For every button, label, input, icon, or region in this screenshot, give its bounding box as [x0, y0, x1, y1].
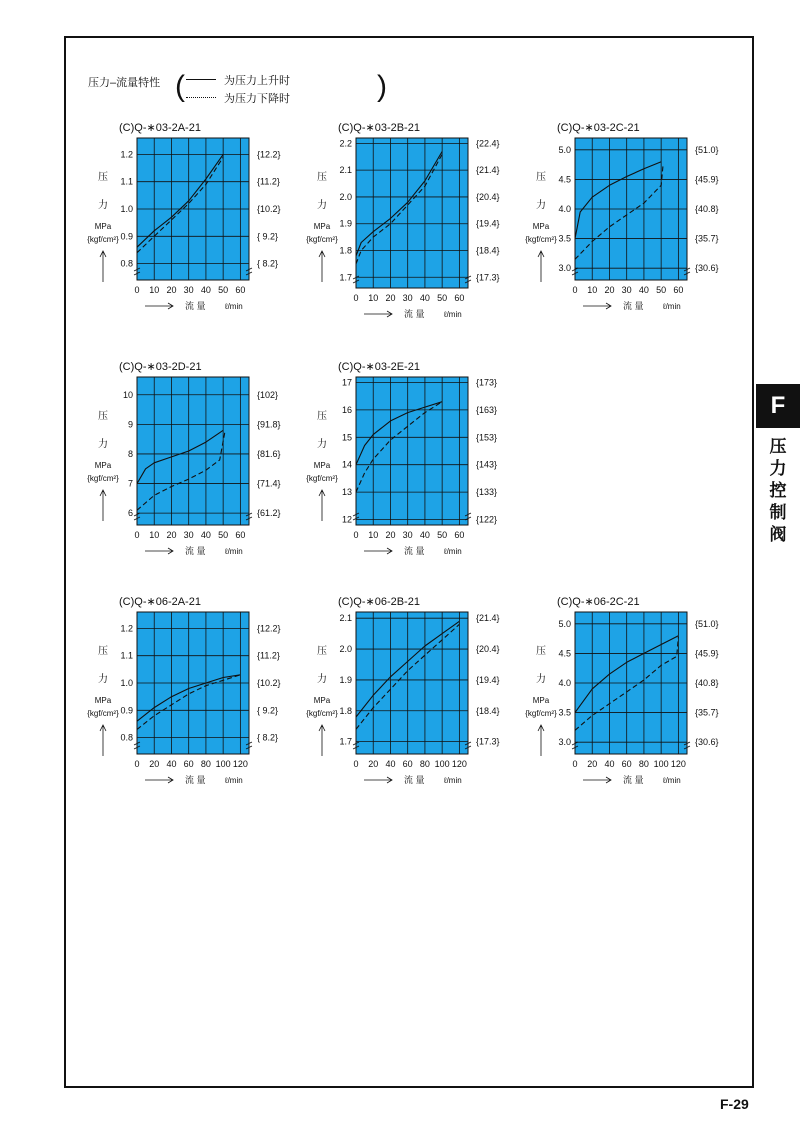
y-tick-label: 4.5 — [558, 174, 571, 185]
y-tick-label-right: {17.3} — [476, 736, 500, 747]
y-tick-label-right: {18.4} — [476, 245, 500, 256]
up-arrow-icon — [538, 725, 544, 756]
y-tick-label-right: {30.6} — [695, 263, 719, 274]
y-tick-label: 16 — [341, 404, 352, 415]
y-tick-label: 3.0 — [558, 737, 571, 748]
y-label-unit: MPa — [313, 461, 331, 470]
x-tick-label: 80 — [200, 759, 211, 769]
x-tick-label: 80 — [638, 759, 649, 769]
right-arrow-icon — [145, 777, 173, 783]
y-label-char: 力 — [317, 674, 327, 685]
chart-title: (C)Q-∗03-2D-21 — [119, 361, 202, 373]
chart-title: (C)Q-∗03-2C-21 — [557, 122, 640, 134]
y-label-unit-kgf: {kgf/cm²} — [306, 235, 338, 244]
x-tick-label: 10 — [149, 285, 160, 295]
y-tick-label: 10 — [122, 389, 133, 400]
x-label: 流 量 — [404, 546, 425, 556]
y-tick-label: 3.5 — [558, 233, 571, 244]
y-label-char: 压 — [98, 411, 108, 422]
x-label: 流 量 — [404, 775, 425, 785]
y-tick-label-right: {122} — [476, 514, 498, 525]
x-tick-label: 100 — [653, 759, 669, 769]
y-tick-label: 15 — [341, 432, 352, 443]
x-tick-label: 10 — [149, 530, 160, 540]
x-tick-label: 20 — [368, 759, 379, 769]
x-label: 流 量 — [623, 775, 644, 785]
x-tick-label: 30 — [621, 285, 632, 295]
y-tick-label-right: {21.4} — [476, 613, 500, 624]
x-tick-label: 100 — [434, 759, 450, 769]
x-label: 流 量 — [404, 309, 425, 319]
y-label-unit: MPa — [532, 696, 550, 705]
y-tick-label-right: {35.7} — [695, 707, 719, 718]
y-tick-label: 17 — [341, 377, 352, 388]
y-tick-label: 0.8 — [120, 732, 133, 743]
y-tick-label: 14 — [341, 459, 352, 470]
x-unit: ℓ/min — [444, 547, 462, 556]
y-tick-label-right: {18.4} — [476, 705, 500, 716]
y-tick-label: 1.8 — [339, 705, 352, 716]
x-tick-label: 40 — [604, 759, 615, 769]
y-tick-label: 1.1 — [120, 176, 133, 187]
y-tick-label: 1.1 — [120, 650, 133, 661]
y-tick-label: 1.9 — [339, 674, 352, 685]
right-arrow-icon — [364, 548, 392, 554]
y-tick-label-right: {21.4} — [476, 165, 500, 176]
chart-1 — [100, 138, 252, 309]
y-label-unit-kgf: {kgf/cm²} — [306, 474, 338, 483]
x-tick-label: 0 — [353, 293, 359, 303]
section-title-char: 阀 — [769, 525, 787, 544]
y-label-char: 压 — [317, 646, 327, 657]
x-unit: ℓ/min — [663, 776, 681, 785]
x-tick-label: 100 — [215, 759, 231, 769]
y-label-char: 压 — [536, 646, 546, 657]
y-tick-label-right: { 9.2} — [257, 705, 279, 716]
x-label: 流 量 — [185, 775, 206, 785]
right-arrow-icon — [145, 303, 173, 309]
y-tick-label-right: {19.4} — [476, 674, 500, 685]
y-tick-label: 2.1 — [339, 613, 352, 624]
y-label-char: 压 — [98, 172, 108, 183]
section-tab: F — [756, 384, 800, 428]
x-tick-label: 0 — [134, 285, 140, 295]
y-tick-label-right: {12.2} — [257, 623, 281, 634]
plot-area — [356, 612, 468, 754]
legend-title: 压力–流量特性 — [88, 77, 161, 89]
y-tick-label-right: {81.6} — [257, 448, 281, 459]
x-tick-label: 50 — [218, 530, 229, 540]
x-tick-label: 30 — [183, 530, 194, 540]
up-arrow-icon — [319, 251, 325, 282]
section-title-char: 力 — [769, 459, 787, 478]
plot-area — [356, 138, 468, 288]
y-tick-label: 7 — [127, 478, 133, 489]
x-tick-label: 30 — [402, 530, 413, 540]
y-label-char: 力 — [536, 200, 546, 211]
x-tick-label: 50 — [656, 285, 667, 295]
y-tick-label: 0.9 — [120, 231, 133, 242]
section-title-char: 控 — [769, 481, 787, 500]
y-tick-label-right: {61.2} — [257, 508, 281, 519]
x-tick-label: 30 — [402, 293, 413, 303]
y-tick-label: 13 — [341, 487, 352, 498]
x-unit: ℓ/min — [444, 776, 462, 785]
y-label-unit: MPa — [94, 222, 112, 231]
y-label-unit: MPa — [94, 696, 112, 705]
chart-3 — [538, 138, 690, 309]
y-tick-label-right: {35.7} — [695, 233, 719, 244]
x-tick-label: 60 — [235, 285, 246, 295]
x-label: 流 量 — [185, 301, 206, 311]
up-arrow-icon — [319, 725, 325, 756]
y-tick-label: 4.0 — [558, 204, 571, 214]
y-tick-label-right: {143} — [476, 459, 498, 470]
plot-area — [356, 377, 468, 525]
y-tick-label-right: {51.0} — [695, 144, 719, 155]
x-label: 流 量 — [185, 546, 206, 556]
y-tick-label: 12 — [341, 514, 352, 525]
y-label-unit-kgf: {kgf/cm²} — [87, 709, 119, 718]
x-tick-label: 10 — [368, 293, 379, 303]
y-label-unit: MPa — [94, 461, 112, 470]
up-arrow-icon — [319, 490, 325, 521]
x-tick-label: 40 — [166, 759, 177, 769]
y-tick-label-right: {91.8} — [257, 419, 281, 430]
chart-title: (C)Q-∗03-2A-21 — [119, 122, 201, 134]
x-tick-label: 10 — [368, 530, 379, 540]
y-label-unit-kgf: {kgf/cm²} — [87, 474, 119, 483]
section-title-char: 压 — [769, 437, 787, 456]
x-tick-label: 20 — [166, 285, 177, 295]
y-tick-label-right: {11.2} — [257, 176, 280, 187]
x-tick-label: 40 — [419, 530, 430, 540]
y-label-unit-kgf: {kgf/cm²} — [306, 709, 338, 718]
x-unit: ℓ/min — [663, 302, 681, 311]
chart-title: (C)Q-∗06-2B-21 — [338, 596, 420, 608]
right-arrow-icon — [364, 311, 392, 317]
y-tick-label-right: {173} — [476, 377, 498, 388]
y-tick-label: 4.0 — [558, 678, 571, 688]
x-tick-label: 60 — [621, 759, 632, 769]
page-number: F-29 — [720, 1096, 749, 1112]
x-tick-label: 0 — [353, 530, 359, 540]
y-label-char: 力 — [317, 200, 327, 211]
x-tick-label: 80 — [419, 759, 430, 769]
y-tick-label: 9 — [127, 419, 133, 430]
y-label-unit: MPa — [532, 222, 550, 231]
plot-area — [137, 377, 249, 525]
y-label-char: 压 — [317, 411, 327, 422]
x-tick-label: 60 — [454, 530, 465, 540]
x-tick-label: 40 — [200, 530, 211, 540]
chart-4 — [100, 377, 252, 554]
y-tick-label-right: {10.2} — [257, 204, 281, 214]
x-tick-label: 50 — [437, 293, 448, 303]
y-tick-label: 3.0 — [558, 263, 571, 274]
right-arrow-icon — [583, 303, 611, 309]
x-tick-label: 50 — [218, 285, 229, 295]
x-unit: ℓ/min — [225, 547, 243, 556]
y-tick-label-right: {17.3} — [476, 272, 500, 283]
x-tick-label: 120 — [232, 759, 248, 769]
y-tick-label: 2.0 — [339, 644, 352, 655]
y-label-unit-kgf: {kgf/cm²} — [525, 709, 557, 718]
y-tick-label: 1.7 — [339, 736, 352, 747]
x-tick-label: 0 — [134, 759, 140, 769]
y-label-unit: MPa — [313, 696, 331, 705]
x-tick-label: 0 — [572, 759, 578, 769]
y-label-char: 压 — [98, 646, 108, 657]
y-tick-label-right: {12.2} — [257, 149, 281, 160]
x-tick-label: 120 — [451, 759, 467, 769]
up-arrow-icon — [100, 725, 106, 756]
x-tick-label: 20 — [587, 759, 598, 769]
y-tick-label: 2.0 — [339, 191, 352, 202]
x-tick-label: 0 — [572, 285, 578, 295]
section-title — [768, 436, 788, 546]
x-tick-label: 20 — [385, 293, 396, 303]
y-tick-label: 2.2 — [339, 138, 352, 149]
y-label-char: 力 — [536, 674, 546, 685]
y-tick-label-right: {71.4} — [257, 478, 281, 489]
chart-7 — [319, 612, 471, 783]
y-label-char: 压 — [536, 172, 546, 183]
y-tick-label-right: {30.6} — [695, 737, 719, 748]
y-tick-label-right: { 8.2} — [257, 258, 279, 269]
y-tick-label: 0.8 — [120, 258, 133, 269]
y-tick-label: 1.0 — [120, 678, 133, 688]
chart-title: (C)Q-∗06-2A-21 — [119, 596, 201, 608]
y-tick-label-right: {20.4} — [476, 644, 500, 655]
x-tick-label: 20 — [385, 530, 396, 540]
x-tick-label: 20 — [604, 285, 615, 295]
y-tick-label: 5.0 — [558, 618, 571, 629]
x-tick-label: 20 — [166, 530, 177, 540]
x-tick-label: 60 — [235, 530, 246, 540]
y-tick-label: 2.1 — [339, 165, 352, 176]
legend-solid-label: 为压力上升时 — [224, 75, 290, 87]
y-tick-label-right: {22.4} — [476, 138, 500, 149]
y-tick-label: 1.2 — [120, 149, 133, 160]
chart-title: (C)Q-∗03-2E-21 — [338, 361, 420, 373]
y-tick-label-right: {102} — [257, 389, 279, 400]
x-tick-label: 60 — [402, 759, 413, 769]
y-tick-label-right: {40.8} — [695, 678, 719, 688]
y-tick-label-right: {40.8} — [695, 204, 719, 214]
y-tick-label-right: {45.9} — [695, 648, 719, 659]
y-label-char: 力 — [98, 439, 108, 450]
y-tick-label: 1.7 — [339, 272, 352, 283]
x-tick-label: 60 — [183, 759, 194, 769]
right-arrow-icon — [145, 548, 173, 554]
y-tick-label-right: { 8.2} — [257, 732, 279, 743]
y-tick-label: 4.5 — [558, 648, 571, 659]
x-unit: ℓ/min — [444, 310, 462, 319]
chart-title: (C)Q-∗03-2B-21 — [338, 122, 420, 134]
x-tick-label: 0 — [134, 530, 140, 540]
legend-brace-right: ) — [377, 70, 387, 103]
y-tick-label: 8 — [127, 448, 133, 459]
x-tick-label: 60 — [673, 285, 684, 295]
y-tick-label: 1.9 — [339, 218, 352, 229]
y-tick-label-right: {11.2} — [257, 650, 280, 661]
x-tick-label: 10 — [587, 285, 598, 295]
legend-brace-left: ( — [175, 70, 185, 103]
y-label-unit-kgf: {kgf/cm²} — [525, 235, 557, 244]
y-tick-label-right: {19.4} — [476, 218, 500, 229]
right-arrow-icon — [583, 777, 611, 783]
x-tick-label: 40 — [385, 759, 396, 769]
up-arrow-icon — [100, 490, 106, 521]
x-tick-label: 120 — [670, 759, 686, 769]
x-tick-label: 30 — [183, 285, 194, 295]
up-arrow-icon — [538, 251, 544, 282]
y-tick-label: 1.0 — [120, 204, 133, 214]
x-tick-label: 40 — [419, 293, 430, 303]
y-tick-label: 1.8 — [339, 245, 352, 256]
y-tick-label-right: {45.9} — [695, 174, 719, 185]
y-tick-label: 1.2 — [120, 623, 133, 634]
y-tick-label-right: { 9.2} — [257, 231, 279, 242]
y-label-unit-kgf: {kgf/cm²} — [87, 235, 119, 244]
x-unit: ℓ/min — [225, 776, 243, 785]
y-tick-label: 0.9 — [120, 705, 133, 716]
right-arrow-icon — [364, 777, 392, 783]
y-tick-label-right: {10.2} — [257, 678, 281, 688]
up-arrow-icon — [100, 251, 106, 282]
x-tick-label: 20 — [149, 759, 160, 769]
chart-8 — [538, 612, 690, 783]
chart-title: (C)Q-∗06-2C-21 — [557, 596, 640, 608]
x-label: 流 量 — [623, 301, 644, 311]
y-label-char: 压 — [317, 172, 327, 183]
y-tick-label-right: {163} — [476, 404, 498, 415]
legend-dashed-label: 为压力下降时 — [224, 93, 290, 105]
y-tick-label-right: {20.4} — [476, 191, 500, 202]
y-tick-label: 3.5 — [558, 707, 571, 718]
x-unit: ℓ/min — [225, 302, 243, 311]
y-tick-label-right: {51.0} — [695, 618, 719, 629]
x-tick-label: 40 — [200, 285, 211, 295]
x-tick-label: 40 — [638, 285, 649, 295]
y-label-char: 力 — [98, 674, 108, 685]
y-label-unit: MPa — [313, 222, 331, 231]
y-label-char: 力 — [98, 200, 108, 211]
y-tick-label: 6 — [127, 508, 133, 519]
y-tick-label-right: {153} — [476, 432, 498, 443]
x-tick-label: 50 — [437, 530, 448, 540]
y-tick-label-right: {133} — [476, 487, 498, 498]
x-tick-label: 0 — [353, 759, 359, 769]
x-tick-label: 60 — [454, 293, 465, 303]
y-tick-label: 5.0 — [558, 144, 571, 155]
y-label-char: 力 — [317, 439, 327, 450]
section-title-char: 制 — [769, 503, 787, 522]
chart-6 — [100, 612, 252, 783]
